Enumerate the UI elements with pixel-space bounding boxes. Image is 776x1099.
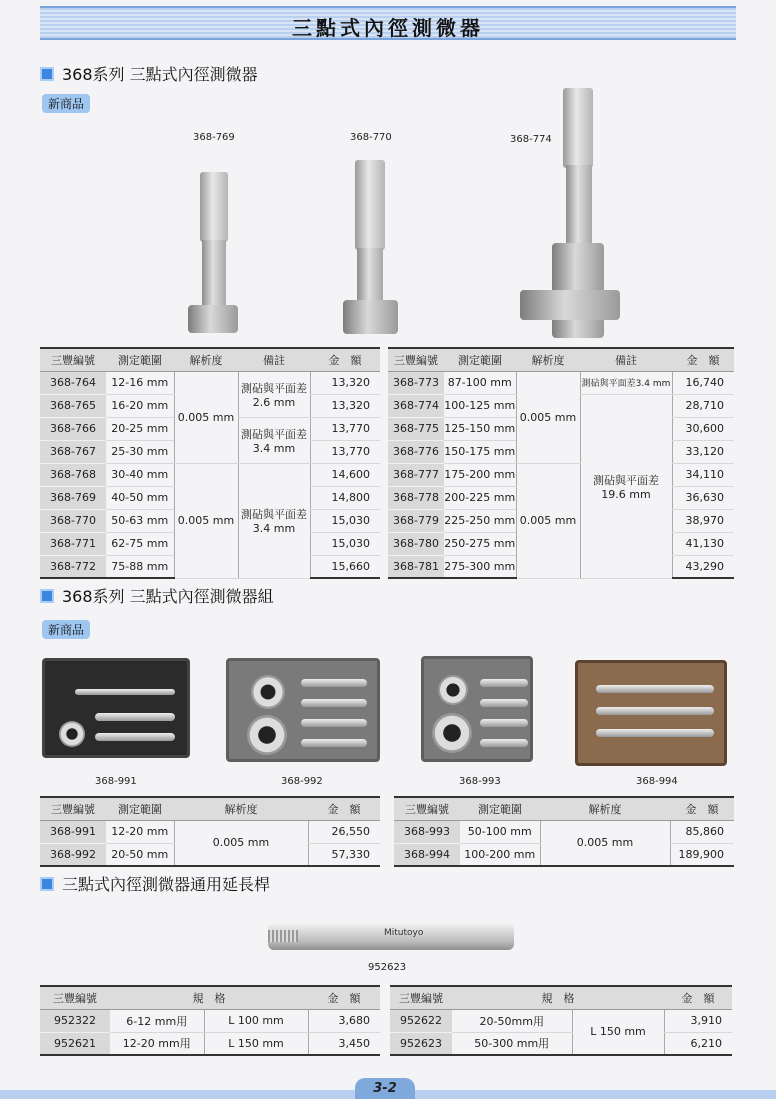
cell-range: 20-50 mm [106,843,174,866]
header-range: 測定範圍 [106,797,174,820]
cell-price: 15,030 [310,509,380,532]
cell-spec-range: 20-50mm用 [452,1009,572,1032]
cell-code: 368-777 [388,463,444,486]
cell-price: 15,660 [310,555,380,578]
cell-price: 38,970 [672,509,734,532]
table-row [40,1032,380,1055]
product-label: 368-770 [350,132,392,143]
cell-price: 34,110 [672,463,734,486]
product-label: 368-993 [459,776,501,787]
cell-range: 75-88 mm [106,555,174,578]
cell-code: 368-772 [40,555,106,578]
square-bullet-icon [40,877,54,891]
cell-code: 368-780 [388,532,444,555]
section-title: 368系列 三點式內徑測微器組 [62,587,274,606]
header-range: 測定範圍 [460,797,540,820]
cell-range: 87-100 mm [444,371,516,394]
header-code: 三豐編號 [40,348,106,371]
page-number: 3-2 [355,1078,415,1099]
cell-price: 14,800 [310,486,380,509]
cell-code: 368-769 [40,486,106,509]
cell-range: 175-200 mm [444,463,516,486]
cell-price: 33,120 [672,440,734,463]
header-price: 金 額 [664,986,732,1009]
cell-price: 43,290 [672,555,734,578]
header-range: 測定範圍 [444,348,516,371]
cell-code: 368-993 [394,820,460,843]
product-label: 368-992 [281,776,323,787]
brand-logo: Mitutoyo [384,928,424,938]
cell-price: 3,910 [664,1009,732,1032]
case-368-991-image [42,658,190,758]
spec-table-set-b [394,796,734,867]
cell-price: 3,450 [308,1032,380,1055]
cell-code: 368-781 [388,555,444,578]
cell-code: 368-771 [40,532,106,555]
header-note: 備註 [580,348,672,371]
header-code: 三豐編號 [40,986,110,1009]
header-resolution: 解析度 [540,797,670,820]
cell-spec-range: 50-300 mm用 [452,1032,572,1055]
title-banner [40,6,736,40]
cell-note: 測砧與平面差3.4 mm [580,371,672,394]
cell-code: 952622 [390,1009,452,1032]
cell-price: 28,710 [672,394,734,417]
cell-spec-range: 12-20 mm用 [110,1032,204,1055]
section-header-extension [40,872,270,895]
cell-code: 368-992 [40,843,106,866]
new-product-badge: 新商品 [42,620,90,639]
cell-code: 368-770 [40,509,106,532]
table-row [390,1032,732,1055]
cell-range: 100-200 mm [460,843,540,866]
cell-range: 100-125 mm [444,394,516,417]
cell-spec-length: L 150 mm [572,1009,664,1055]
case-368-992-image [226,658,380,762]
new-product-badge: 新商品 [42,94,90,113]
cell-note: 測砧與平面差 3.4 mm [238,417,310,463]
header-price: 金 額 [310,348,380,371]
cell-price: 85,860 [670,820,734,843]
cell-code: 368-764 [40,371,106,394]
product-label: 368-991 [95,776,137,787]
table-row [390,1009,732,1032]
cell-resolution: 0.005 mm [174,820,308,866]
header-range: 測定範圍 [106,348,174,371]
section-header-368 [40,62,258,85]
cell-code: 368-776 [388,440,444,463]
square-bullet-icon [40,67,54,81]
table-row [40,820,380,843]
cell-range: 16-20 mm [106,394,174,417]
cell-range: 62-75 mm [106,532,174,555]
header-price: 金 額 [308,986,380,1009]
header-spec: 規 格 [452,986,664,1009]
table-row [40,463,380,486]
header-price: 金 額 [308,797,380,820]
cell-range: 30-40 mm [106,463,174,486]
cell-note: 測砧與平面差 3.4 mm [238,463,310,578]
product-label: 952623 [368,962,407,973]
cell-code: 368-766 [40,417,106,440]
case-368-993-image [421,656,533,762]
cell-resolution: 0.005 mm [174,371,238,463]
spec-table-set-a [40,796,380,867]
cell-range: 125-150 mm [444,417,516,440]
cell-note: 測砧與平面差 19.6 mm [580,394,672,578]
cell-resolution: 0.005 mm [174,463,238,578]
cell-range: 20-25 mm [106,417,174,440]
product-label: 368-769 [193,132,235,143]
cell-price: 36,630 [672,486,734,509]
header-resolution: 解析度 [516,348,580,371]
header-code: 三豐編號 [390,986,452,1009]
table-row [394,820,734,843]
cell-price: 16,740 [672,371,734,394]
section-header-368-set [40,584,274,607]
cell-range: 25-30 mm [106,440,174,463]
cell-price: 6,210 [664,1032,732,1055]
page-title: 三點式內徑測微器 [292,16,484,40]
spec-table-368-a [40,347,380,579]
cell-resolution: 0.005 mm [540,820,670,866]
section-title: 三點式內徑測微器通用延長桿 [62,875,271,894]
cell-price: 13,320 [310,394,380,417]
cell-resolution: 0.005 mm [516,371,580,463]
cell-price: 3,680 [308,1009,380,1032]
header-resolution: 解析度 [174,797,308,820]
cell-code: 368-778 [388,486,444,509]
cell-range: 12-20 mm [106,820,174,843]
cell-spec-range: 6-12 mm用 [110,1009,204,1032]
header-code: 三豐編號 [394,797,460,820]
table-row [388,371,734,394]
extension-rod-knurl [268,930,298,942]
spec-table-ext-b [390,985,732,1056]
cell-code: 368-765 [40,394,106,417]
cell-price: 41,130 [672,532,734,555]
cell-code: 368-994 [394,843,460,866]
cell-code: 952322 [40,1009,110,1032]
header-code: 三豐編號 [388,348,444,371]
table-row [40,1009,380,1032]
product-label: 368-774 [510,134,552,145]
cell-code: 952621 [40,1032,110,1055]
table-row [388,463,734,486]
spec-table-368-b [388,347,734,579]
section-title: 368系列 三點式內徑測微器 [62,65,258,84]
cell-price: 15,030 [310,532,380,555]
cell-price: 189,900 [670,843,734,866]
cell-range: 40-50 mm [106,486,174,509]
cell-code: 368-767 [40,440,106,463]
cell-price: 57,330 [308,843,380,866]
cell-price: 26,550 [308,820,380,843]
cell-note: 測砧與平面差 2.6 mm [238,371,310,417]
header-spec: 規 格 [110,986,308,1009]
cell-range: 50-63 mm [106,509,174,532]
cell-spec-length: L 150 mm [204,1032,308,1055]
header-note: 備註 [238,348,310,371]
cell-code: 368-779 [388,509,444,532]
product-label: 368-994 [636,776,678,787]
cell-range: 250-275 mm [444,532,516,555]
cell-price: 14,600 [310,463,380,486]
cell-range: 12-16 mm [106,371,174,394]
cell-range: 150-175 mm [444,440,516,463]
case-368-994-image [575,660,727,766]
cell-price: 13,320 [310,371,380,394]
header-price: 金 額 [672,348,734,371]
cell-code: 368-774 [388,394,444,417]
cell-code: 952623 [390,1032,452,1055]
cell-range: 200-225 mm [444,486,516,509]
cell-code: 368-773 [388,371,444,394]
header-price: 金 額 [670,797,734,820]
cell-price: 13,770 [310,440,380,463]
table-row [40,371,380,394]
cell-spec-length: L 100 mm [204,1009,308,1032]
header-code: 三豐編號 [40,797,106,820]
cell-code: 368-768 [40,463,106,486]
cell-code: 368-775 [388,417,444,440]
cell-range: 50-100 mm [460,820,540,843]
cell-code: 368-991 [40,820,106,843]
square-bullet-icon [40,589,54,603]
cell-range: 225-250 mm [444,509,516,532]
spec-table-ext-a [40,985,380,1056]
cell-price: 13,770 [310,417,380,440]
cell-resolution: 0.005 mm [516,463,580,578]
cell-range: 275-300 mm [444,555,516,578]
cell-price: 30,600 [672,417,734,440]
header-resolution: 解析度 [174,348,238,371]
